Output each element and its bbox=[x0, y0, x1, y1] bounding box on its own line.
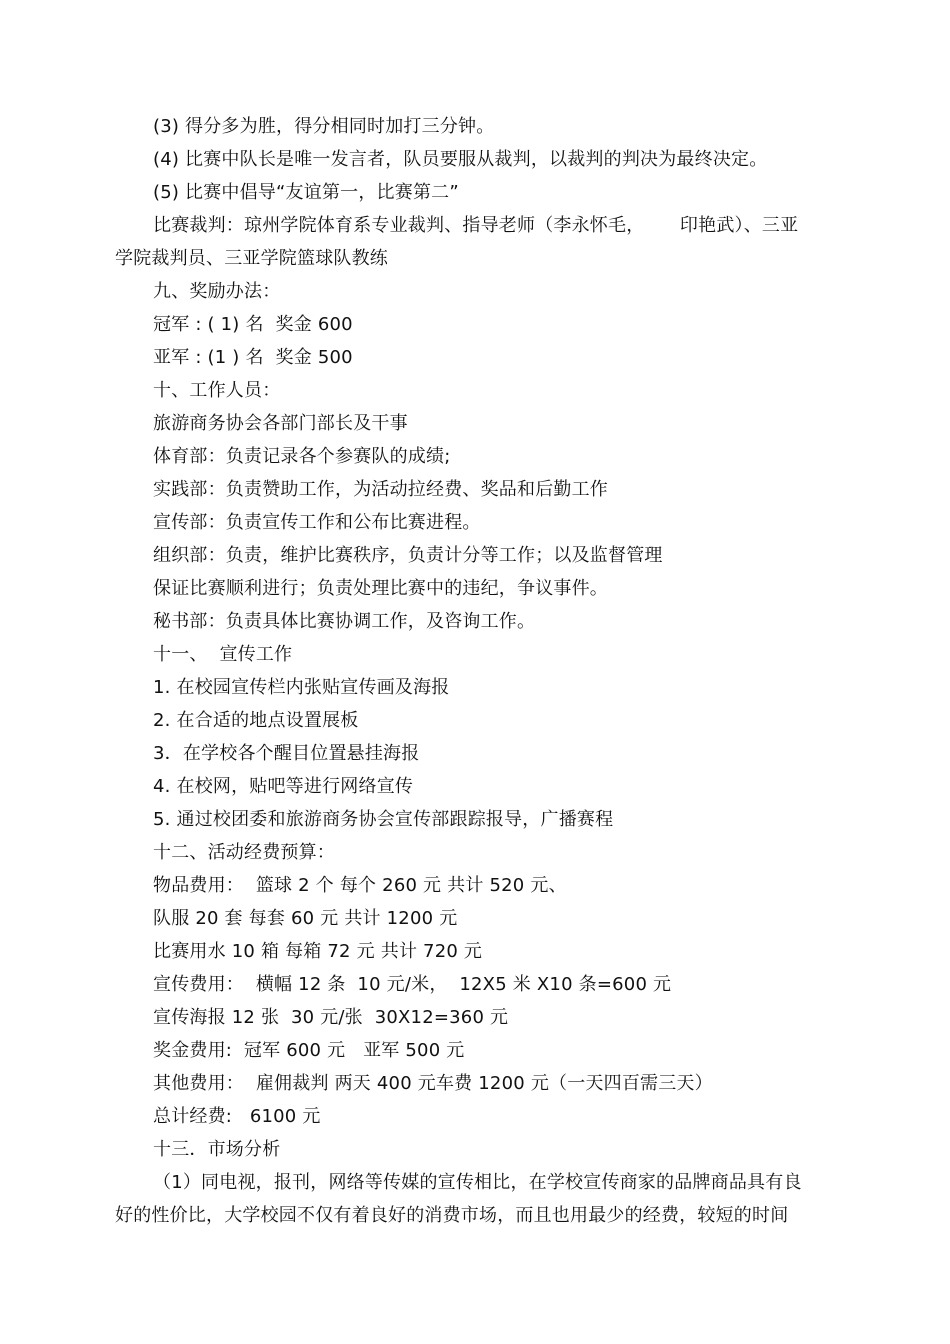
text-line: (3) 得分多为胜，得分相同时加打三分钟。 bbox=[153, 116, 495, 137]
text-line: （1）同电视，报刊，网络等传媒的宣传相比，在学校宣传商家的品牌商品具有良 bbox=[153, 1172, 802, 1193]
text-line: 组织部：负责，维护比赛秩序，负责计分等工作；以及监督管理 bbox=[153, 545, 663, 566]
section-heading: 九、奖励办法： bbox=[153, 281, 281, 302]
section-heading: 十三．市场分析 bbox=[153, 1139, 281, 1160]
text-line: 好的性价比，大学校园不仅有着良好的消费市场，而且也用最少的经费，较短的时间 bbox=[115, 1205, 789, 1226]
text-line: 冠军 : ( 1) 名 奖金 600 bbox=[153, 314, 353, 335]
text-line: 秘书部：负责具体比赛协调工作，及咨询工作。 bbox=[153, 611, 536, 632]
text-line: (5) 比赛中倡导“友谊第一，比赛第二” bbox=[153, 182, 459, 203]
text-line: (4) 比赛中队长是唯一发言者，队员要服从裁判，以裁判的判决为最终决定。 bbox=[153, 149, 768, 170]
text-line: 宣传部：负责宣传工作和公布比赛进程。 bbox=[153, 512, 481, 533]
section-heading: 十、工作人员： bbox=[153, 380, 281, 401]
text-line: 宣传费用： 横幅 12 条 10 元/米， 12X5 米 X10 条=600 元 bbox=[153, 974, 672, 995]
section-heading: 十二、活动经费预算： bbox=[153, 842, 335, 863]
text-line: 物品费用： 篮球 2 个 每个 260 元 共计 520 元、 bbox=[153, 875, 567, 896]
list-item: 3．在学校各个醒目位置悬挂海报 bbox=[153, 743, 420, 764]
text-line: 比赛用水 10 箱 每箱 72 元 共计 720 元 bbox=[153, 941, 483, 962]
list-item: 5. 通过校团委和旅游商务协会宣传部跟踪报导，广播赛程 bbox=[153, 809, 614, 830]
text-line: 奖金费用: 冠军 600 元 亚军 500 元 bbox=[153, 1040, 465, 1061]
text-line: 旅游商务协会各部门部长及干事 bbox=[153, 413, 408, 434]
text-line: 宣传海报 12 张 30 元/张 30X12=360 元 bbox=[153, 1007, 509, 1028]
text-line: 保证比赛顺利进行；负责处理比赛中的违纪，争议事件。 bbox=[153, 578, 608, 599]
text-line: 总计经费: 6100 元 bbox=[153, 1106, 321, 1127]
section-heading: 十一、 宣传工作 bbox=[153, 644, 293, 665]
text-line: 亚军 : (1 ) 名 奖金 500 bbox=[153, 347, 353, 368]
text-line: 比赛裁判：琼州学院体育系专业裁判、指导老师（李永怀毛， 印艳武）、三亚 bbox=[153, 215, 799, 236]
text-line: 学院裁判员、三亚学院篮球队教练 bbox=[115, 248, 388, 269]
list-item: 1. 在校园宣传栏内张贴宣传画及海报 bbox=[153, 677, 450, 698]
list-item: 4. 在校网，贴吧等进行网络宣传 bbox=[153, 776, 414, 797]
text-line: 实践部：负责赞助工作，为活动拉经费、奖品和后勤工作 bbox=[153, 479, 608, 500]
text-line: 队服 20 套 每套 60 元 共计 1200 元 bbox=[153, 908, 458, 929]
text-line: 其他费用： 雇佣裁判 两天 400 元车费 1200 元（一天四百需三天） bbox=[153, 1073, 713, 1094]
text-line: 体育部：负责记录各个参赛队的成绩; bbox=[153, 446, 451, 467]
list-item: 2. 在合适的地点设置展板 bbox=[153, 710, 359, 731]
